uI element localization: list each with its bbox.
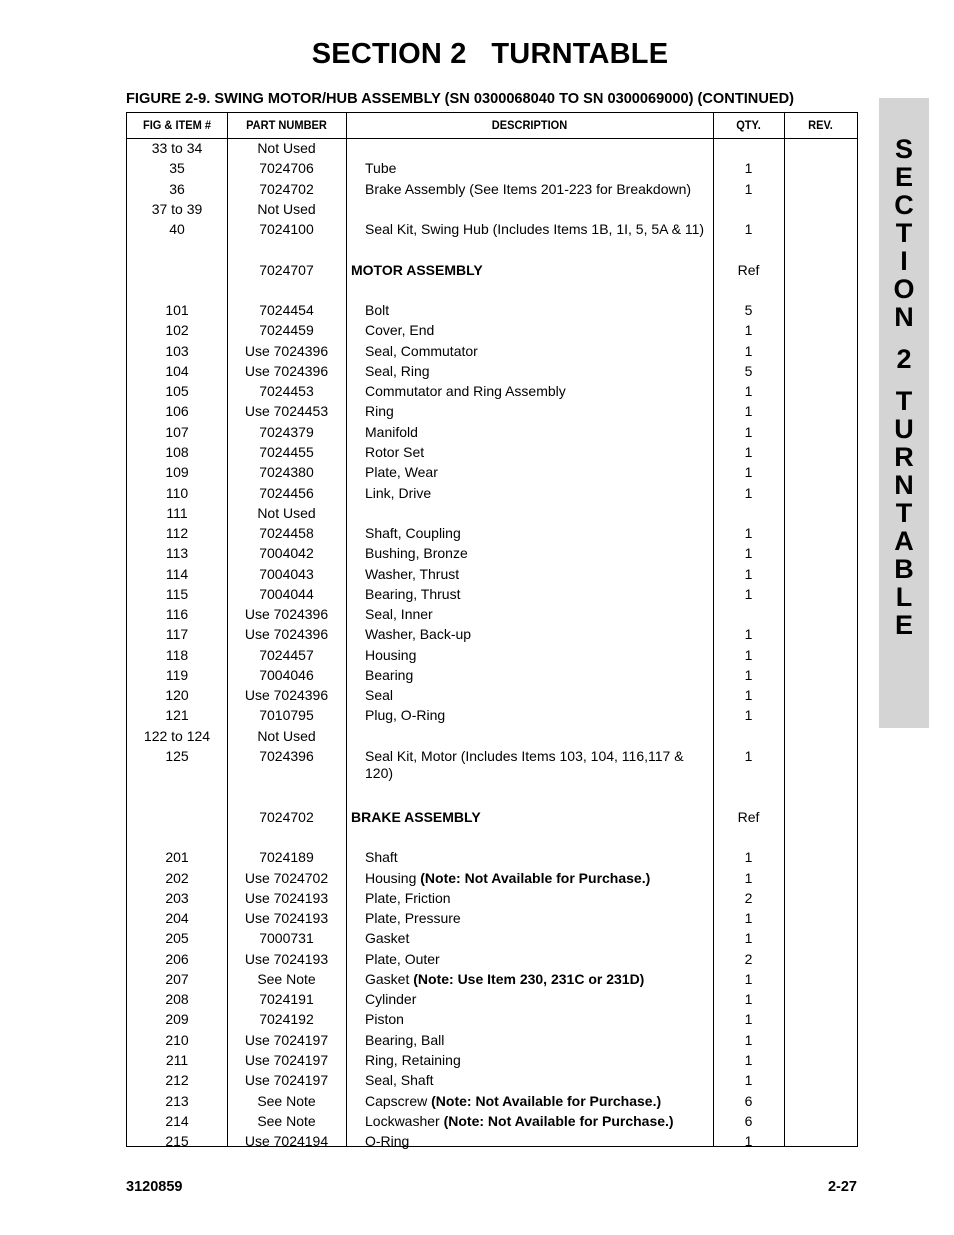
- table-row: [127, 728, 857, 748]
- description-cell: Seal, Inner: [365, 606, 433, 623]
- description-cell: Bearing: [365, 666, 414, 683]
- side-tab-letter: L: [895, 582, 913, 612]
- qty-cell: 1: [744, 747, 753, 764]
- description-cell: Shaft, Coupling: [365, 525, 461, 542]
- fig-item-cell: 213: [165, 1092, 189, 1109]
- fig-item-cell: 37 to 39: [151, 200, 203, 217]
- fig-item-cell: 208: [165, 991, 189, 1008]
- part-number-cell: 7024192: [259, 1011, 314, 1028]
- side-tab-letter: T: [895, 386, 913, 416]
- description-cell: Piston: [365, 1011, 404, 1028]
- qty-cell: 1: [744, 545, 753, 562]
- qty-cell: 1: [744, 1031, 753, 1048]
- fig-item-cell: 207: [165, 970, 189, 987]
- table-row: [127, 424, 857, 444]
- description-cell: Commutator and Ring Assembly: [365, 383, 566, 400]
- part-number-cell: Use 7024194: [244, 1133, 329, 1150]
- description-cell: Seal Kit, Motor (Includes Items 103, 104, 116,117 & 120): [365, 747, 684, 781]
- part-number-cell: 7024706: [259, 160, 314, 177]
- table-row: [127, 302, 857, 322]
- fig-item-cell: 122 to 124: [143, 727, 211, 744]
- fig-item-cell: 204: [165, 910, 189, 927]
- part-number-cell: 7024454: [259, 302, 314, 319]
- qty-cell: 6: [744, 1112, 753, 1129]
- description-cell: O-Ring: [365, 1133, 410, 1150]
- description-cell: Ring: [365, 403, 394, 420]
- description-cell: Plug, O-Ring: [365, 707, 446, 724]
- qty-cell: 1: [744, 1072, 753, 1089]
- side-tab-letter: B: [894, 554, 914, 584]
- part-number-cell: 7024453: [259, 383, 314, 400]
- description-cell: [365, 1113, 710, 1130]
- part-number-cell: See Note: [257, 970, 316, 987]
- fig-item-cell: 205: [165, 930, 189, 947]
- fig-item-cell: 105: [165, 383, 189, 400]
- fig-item-cell: 119: [165, 666, 189, 683]
- description-text: Housing: [365, 869, 421, 886]
- part-number-cell: 7024396: [259, 747, 314, 764]
- qty-cell: 1: [744, 1051, 753, 1068]
- fig-item-cell: 111: [166, 504, 188, 521]
- fig-item-cell: 209: [165, 1011, 189, 1028]
- side-tab-letter: N: [894, 470, 914, 500]
- section-title: SECTION 2 TURNTABLE: [311, 38, 669, 70]
- side-tab-letter: E: [894, 610, 913, 640]
- part-number-cell: Use 7024197: [244, 1031, 329, 1048]
- column-header-part-number: PART NUMBER: [246, 118, 327, 132]
- part-number-cell: 7024459: [259, 322, 314, 339]
- qty-cell: 1: [744, 585, 753, 602]
- column-header-description: DESCRIPTION: [491, 118, 568, 132]
- description-cell: Bearing, Ball: [365, 1031, 445, 1048]
- part-number-cell: 7024191: [259, 991, 314, 1008]
- table-row: [127, 505, 857, 525]
- side-tab-letter: I: [900, 246, 908, 276]
- qty-cell: 1: [744, 910, 753, 927]
- qty-cell: 2: [744, 889, 753, 906]
- part-number-cell: 7010795: [259, 707, 314, 724]
- part-number-cell: Use 7024396: [244, 606, 329, 623]
- description-note: (Note: Use Item 230, 231C or 231D): [413, 970, 645, 987]
- table-row: [127, 1072, 857, 1092]
- description-cell: Plate, Wear: [365, 464, 438, 481]
- table-row: [127, 586, 857, 606]
- part-number-cell: 7024456: [259, 484, 314, 501]
- table-row: [127, 464, 857, 484]
- qty-cell: 1: [744, 525, 753, 542]
- side-tab-letter: 2: [896, 344, 912, 374]
- description-cell: Tube: [365, 160, 397, 177]
- part-number-cell: Use 7024193: [244, 889, 329, 906]
- part-number-cell: 7024702: [259, 808, 314, 825]
- description-text: Capscrew: [365, 1092, 432, 1109]
- description-cell: Seal, Ring: [365, 362, 430, 379]
- qty-cell: 5: [744, 362, 753, 379]
- qty-cell: 1: [744, 221, 753, 238]
- qty-cell: 1: [744, 160, 753, 177]
- fig-item-cell: 125: [165, 747, 189, 764]
- fig-item-cell: 107: [165, 423, 189, 440]
- part-number-cell: 7024100: [259, 221, 314, 238]
- table-row: [127, 545, 857, 565]
- table-row: [127, 991, 857, 1011]
- description-cell: Washer, Thrust: [365, 565, 460, 582]
- description-cell: Washer, Back-up: [365, 626, 472, 643]
- part-number-cell: See Note: [257, 1092, 316, 1109]
- fig-item-cell: 201: [165, 849, 189, 866]
- side-tab-letter: C: [894, 190, 914, 220]
- table-row: [127, 626, 857, 646]
- part-number-cell: Use 7024197: [244, 1072, 329, 1089]
- side-tab-letter: N: [894, 302, 914, 332]
- table-row: [127, 1093, 857, 1113]
- part-number-cell: 7004042: [259, 545, 314, 562]
- side-tab-letter: T: [895, 218, 913, 248]
- fig-item-cell: 214: [165, 1112, 189, 1129]
- part-number-cell: 7024702: [259, 180, 314, 197]
- description-cell: Bushing, Bronze: [365, 545, 468, 562]
- table-row: [127, 849, 857, 869]
- qty-cell: 1: [744, 403, 753, 420]
- qty-cell: 1: [744, 443, 753, 460]
- table-row: [127, 707, 857, 727]
- part-number-cell: Use 7024197: [244, 1051, 329, 1068]
- part-number-cell: Not Used: [257, 140, 316, 156]
- header-divider: [127, 138, 857, 139]
- table-row: [127, 525, 857, 545]
- table-row: [127, 870, 857, 890]
- part-number-cell: 7024189: [259, 849, 314, 866]
- fig-item-cell: 215: [165, 1133, 189, 1150]
- table-row: [127, 566, 857, 586]
- description-cell: Seal Kit, Swing Hub (Includes Items 1B, 1I, 5, 5A & 11): [365, 221, 705, 238]
- table-row: [127, 140, 857, 160]
- description-text: Lockwasher: [365, 1112, 444, 1129]
- table-row: [127, 1113, 857, 1133]
- qty-cell: 1: [744, 849, 753, 866]
- table-row: [127, 748, 857, 789]
- fig-item-cell: 202: [165, 869, 189, 886]
- table-row: [127, 403, 857, 423]
- qty-cell: 1: [744, 707, 753, 724]
- qty-cell: 2: [744, 950, 753, 967]
- fig-item-cell: 203: [165, 889, 189, 906]
- figure-title: FIGURE 2-9. SWING MOTOR/HUB ASSEMBLY (SN 0300068040 TO SN 0300069000) (CONTINUED): [126, 91, 795, 107]
- table-body: [127, 140, 857, 1153]
- fig-item-cell: 114: [165, 565, 189, 582]
- table-row: [127, 322, 857, 342]
- qty-cell: 1: [744, 1011, 753, 1028]
- side-tab-letter: R: [894, 442, 914, 472]
- table-spacer-row: [127, 282, 857, 302]
- section-side-tab: [879, 98, 929, 728]
- fig-item-cell: 212: [165, 1072, 189, 1089]
- qty-cell: 1: [744, 342, 753, 359]
- part-number-cell: Use 7024396: [244, 626, 329, 643]
- qty-cell: 1: [744, 970, 753, 987]
- table-row: [127, 1011, 857, 1031]
- fig-item-cell: 120: [165, 687, 189, 704]
- fig-item-cell: 112: [165, 525, 189, 542]
- part-number-cell: Not Used: [257, 200, 316, 217]
- page-number: 2-27: [827, 1179, 857, 1195]
- fig-item-cell: 117: [165, 626, 189, 643]
- part-number-cell: 7024379: [259, 423, 314, 440]
- description-cell: Shaft: [365, 849, 398, 866]
- column-header-rev: REV.: [808, 118, 833, 132]
- fig-item-cell: 121: [165, 707, 189, 724]
- fig-item-cell: 33 to 34: [151, 140, 203, 156]
- side-tab-letter: T: [895, 498, 913, 528]
- part-number-cell: Use 7024396: [244, 687, 329, 704]
- qty-cell: Ref: [737, 261, 760, 278]
- fig-item-cell: 206: [165, 950, 189, 967]
- part-number-cell: 7024707: [259, 261, 314, 278]
- part-number-cell: Use 7024702: [244, 869, 329, 886]
- description-cell: Link, Drive: [365, 484, 432, 501]
- description-note: (Note: Not Available for Purchase.): [443, 1112, 674, 1129]
- table-row: [127, 930, 857, 950]
- qty-cell: 6: [744, 1092, 753, 1109]
- table-spacer-row: [127, 241, 857, 261]
- qty-cell: 1: [744, 991, 753, 1008]
- fig-item-cell: 102: [165, 322, 189, 339]
- qty-cell: 1: [744, 565, 753, 582]
- description-cell: BRAKE ASSEMBLY: [351, 808, 481, 825]
- description-cell: Housing: [365, 646, 417, 663]
- part-number-cell: Use 7024453: [244, 403, 329, 420]
- table-row: [127, 221, 857, 241]
- description-cell: [365, 870, 710, 887]
- table-spacer-row: [127, 789, 857, 809]
- table-row: [127, 343, 857, 363]
- table-section-row: [127, 262, 857, 282]
- part-number-cell: See Note: [257, 1112, 316, 1129]
- table-section-row: [127, 809, 857, 829]
- qty-cell: 1: [744, 687, 753, 704]
- side-tab-letter: U: [894, 414, 914, 444]
- column-header-fig: FIG & ITEM #: [142, 118, 212, 132]
- description-cell: Cylinder: [365, 991, 417, 1008]
- table-row: [127, 383, 857, 403]
- side-tab-letter: E: [894, 162, 913, 192]
- qty-cell: 1: [744, 322, 753, 339]
- part-number-cell: 7004046: [259, 666, 314, 683]
- fig-item-cell: 101: [165, 302, 189, 319]
- qty-cell: 1: [744, 869, 753, 886]
- table-row: [127, 951, 857, 971]
- part-number-cell: Use 7024193: [244, 910, 329, 927]
- fig-item-cell: 118: [165, 646, 189, 663]
- description-cell: Plate, Pressure: [365, 910, 461, 927]
- description-cell: Seal, Shaft: [365, 1072, 434, 1089]
- description-cell: Gasket: [365, 930, 410, 947]
- part-number-cell: 7004044: [259, 585, 314, 602]
- parts-table: [126, 112, 858, 1150]
- qty-cell: 5: [744, 302, 753, 319]
- description-cell: Bearing, Thrust: [365, 585, 461, 602]
- description-cell: Ring, Retaining: [365, 1051, 461, 1068]
- table-row: [127, 1032, 857, 1052]
- fig-item-cell: 103: [165, 342, 189, 359]
- side-tab-letter: S: [894, 134, 913, 164]
- fig-item-cell: 106: [165, 403, 189, 420]
- part-number-cell: 7024457: [259, 646, 314, 663]
- part-number-cell: 7004043: [259, 565, 314, 582]
- part-number-cell: Use 7024193: [244, 950, 329, 967]
- qty-cell: 1: [744, 666, 753, 683]
- side-tab-letter: O: [893, 274, 915, 304]
- description-cell: Plate, Outer: [365, 950, 440, 967]
- qty-cell: 1: [744, 180, 753, 197]
- qty-cell: 1: [744, 484, 753, 501]
- description-cell: MOTOR ASSEMBLY: [351, 261, 483, 278]
- description-cell: Plate, Friction: [365, 889, 451, 906]
- table-row: [127, 1133, 857, 1153]
- qty-cell: 1: [744, 423, 753, 440]
- part-number-cell: Use 7024396: [244, 342, 329, 359]
- qty-cell: 1: [744, 626, 753, 643]
- table-row: [127, 444, 857, 464]
- table-row: [127, 647, 857, 667]
- fig-item-cell: 40: [169, 221, 185, 238]
- fig-item-cell: 110: [165, 484, 189, 501]
- document-number: 3120859: [126, 1179, 183, 1195]
- column-header-qty: QTY.: [736, 118, 761, 132]
- description-note: (Note: Not Available for Purchase.): [431, 1092, 662, 1109]
- part-number-cell: 7000731: [259, 930, 314, 947]
- fig-item-cell: 104: [165, 362, 189, 379]
- qty-cell: 1: [744, 1133, 753, 1150]
- part-number-cell: Not Used: [257, 504, 316, 521]
- fig-item-cell: 116: [165, 606, 189, 623]
- table-row: [127, 201, 857, 221]
- part-number-cell: Use 7024396: [244, 362, 329, 379]
- fig-item-cell: 115: [165, 585, 189, 602]
- table-row: [127, 485, 857, 505]
- table-row: [127, 181, 857, 201]
- description-text: Gasket: [365, 970, 414, 987]
- table-row: [127, 890, 857, 910]
- fig-item-cell: 211: [165, 1051, 189, 1068]
- fig-item-cell: 109: [165, 464, 189, 481]
- part-number-cell: Not Used: [257, 727, 316, 744]
- description-cell: Seal, Commutator: [365, 342, 478, 359]
- description-cell: Manifold: [365, 423, 418, 440]
- fig-item-cell: 113: [165, 545, 189, 562]
- part-number-cell: 7024380: [259, 464, 314, 481]
- table-row: [127, 160, 857, 180]
- fig-item-cell: 35: [169, 160, 185, 177]
- table-row: [127, 910, 857, 930]
- description-cell: [365, 971, 710, 988]
- qty-cell: 1: [744, 930, 753, 947]
- fig-item-cell: 36: [169, 180, 185, 197]
- part-number-cell: 7024458: [259, 525, 314, 542]
- table-row: [127, 1052, 857, 1072]
- table-row: [127, 971, 857, 991]
- description-cell: Brake Assembly (See Items 201-223 for Breakdown): [365, 180, 692, 197]
- fig-item-cell: 210: [165, 1031, 189, 1048]
- qty-cell: Ref: [737, 808, 760, 825]
- table-row: [127, 606, 857, 626]
- table-row: [127, 687, 857, 707]
- qty-cell: 1: [744, 383, 753, 400]
- qty-cell: 1: [744, 464, 753, 481]
- side-tab-letter: A: [894, 526, 914, 556]
- fig-item-cell: 108: [165, 443, 189, 460]
- table-row: [127, 667, 857, 687]
- table-spacer-row: [127, 829, 857, 849]
- description-note: (Note: Not Available for Purchase.): [420, 869, 651, 886]
- description-cell: Bolt: [365, 302, 390, 319]
- description-cell: [365, 1093, 710, 1110]
- table-row: [127, 363, 857, 383]
- qty-cell: 1: [744, 646, 753, 663]
- part-number-cell: 7024455: [259, 443, 314, 460]
- description-cell: Rotor Set: [365, 443, 425, 460]
- description-cell: Cover, End: [365, 322, 435, 339]
- description-cell: Seal: [365, 687, 394, 704]
